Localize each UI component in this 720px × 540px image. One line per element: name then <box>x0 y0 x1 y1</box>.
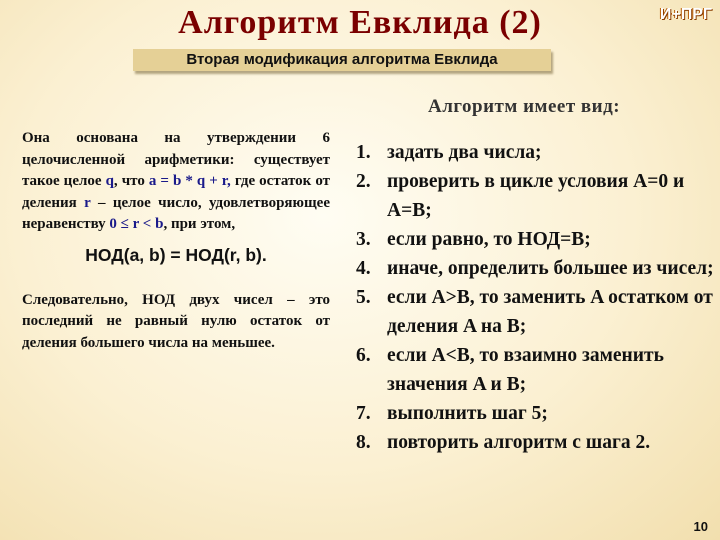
text-fragment: где остаток от деления <box>22 173 330 211</box>
step-text: повторить алгоритм с шага 2. <box>387 432 651 453</box>
step-text: если равно, то НОД=B; <box>387 229 591 250</box>
step-number: 1. <box>356 142 371 163</box>
step-item <box>356 428 714 457</box>
subtitle-banner: Вторая модификация алгоритма Евклида <box>133 49 551 71</box>
step-item <box>356 341 714 399</box>
step-item <box>356 399 714 428</box>
theory-paragraph <box>22 128 330 236</box>
variable-r: r <box>84 194 91 211</box>
step-number: 7. <box>356 403 371 424</box>
step-text: если A<B, то взаимно заменить значения A и B; <box>387 345 664 395</box>
text-fragment: – целое число, удовлетворяющее неравенству <box>22 194 330 232</box>
course-tag: И+ПРГ <box>659 6 712 23</box>
inequality: 0 ≤ r < b <box>109 216 164 232</box>
theory-text <box>22 128 330 354</box>
step-text: проверить в цикле условия A=0 и A=B; <box>387 171 685 221</box>
step-item <box>356 283 714 341</box>
algorithm-heading: Алгоритм имеет вид: <box>428 96 621 117</box>
algorithm-steps <box>356 138 714 457</box>
step-number: 4. <box>356 258 371 279</box>
step-text: выполнить шаг 5; <box>387 403 548 424</box>
step-item <box>356 167 714 225</box>
step-number: 2. <box>356 171 371 192</box>
division-formula: a = b * q + r, <box>148 173 231 189</box>
step-text: иначе, определить большее из чисел; <box>387 258 714 279</box>
text-fragment: , при этом, <box>163 216 236 232</box>
step-number: 6. <box>356 345 371 366</box>
step-text: задать два числа; <box>387 142 542 163</box>
conclusion-paragraph: Следовательно, НОД двух чисел – это последний не равный нулю остаток от деления большего числа на меньшее. <box>22 291 330 351</box>
page-number: 10 <box>693 519 708 534</box>
step-number: 8. <box>356 432 371 453</box>
text-fragment: Она основана на утверждении 6 целочисленной арифметики: существует такое целое <box>22 130 330 189</box>
step-number: 5. <box>356 287 371 308</box>
text-fragment: , что <box>113 173 149 189</box>
step-number: 3. <box>356 229 371 250</box>
variable-q: q <box>105 173 114 189</box>
step-item <box>356 225 714 254</box>
gcd-identity: НОД(a, b) = НОД(r, b). <box>85 244 267 265</box>
slide-title: Алгоритм Евклида (2) <box>178 4 542 41</box>
step-text: если A>B, то заменить A остатком от деления A на B; <box>387 287 713 337</box>
step-item <box>356 138 714 167</box>
step-item <box>356 254 714 283</box>
